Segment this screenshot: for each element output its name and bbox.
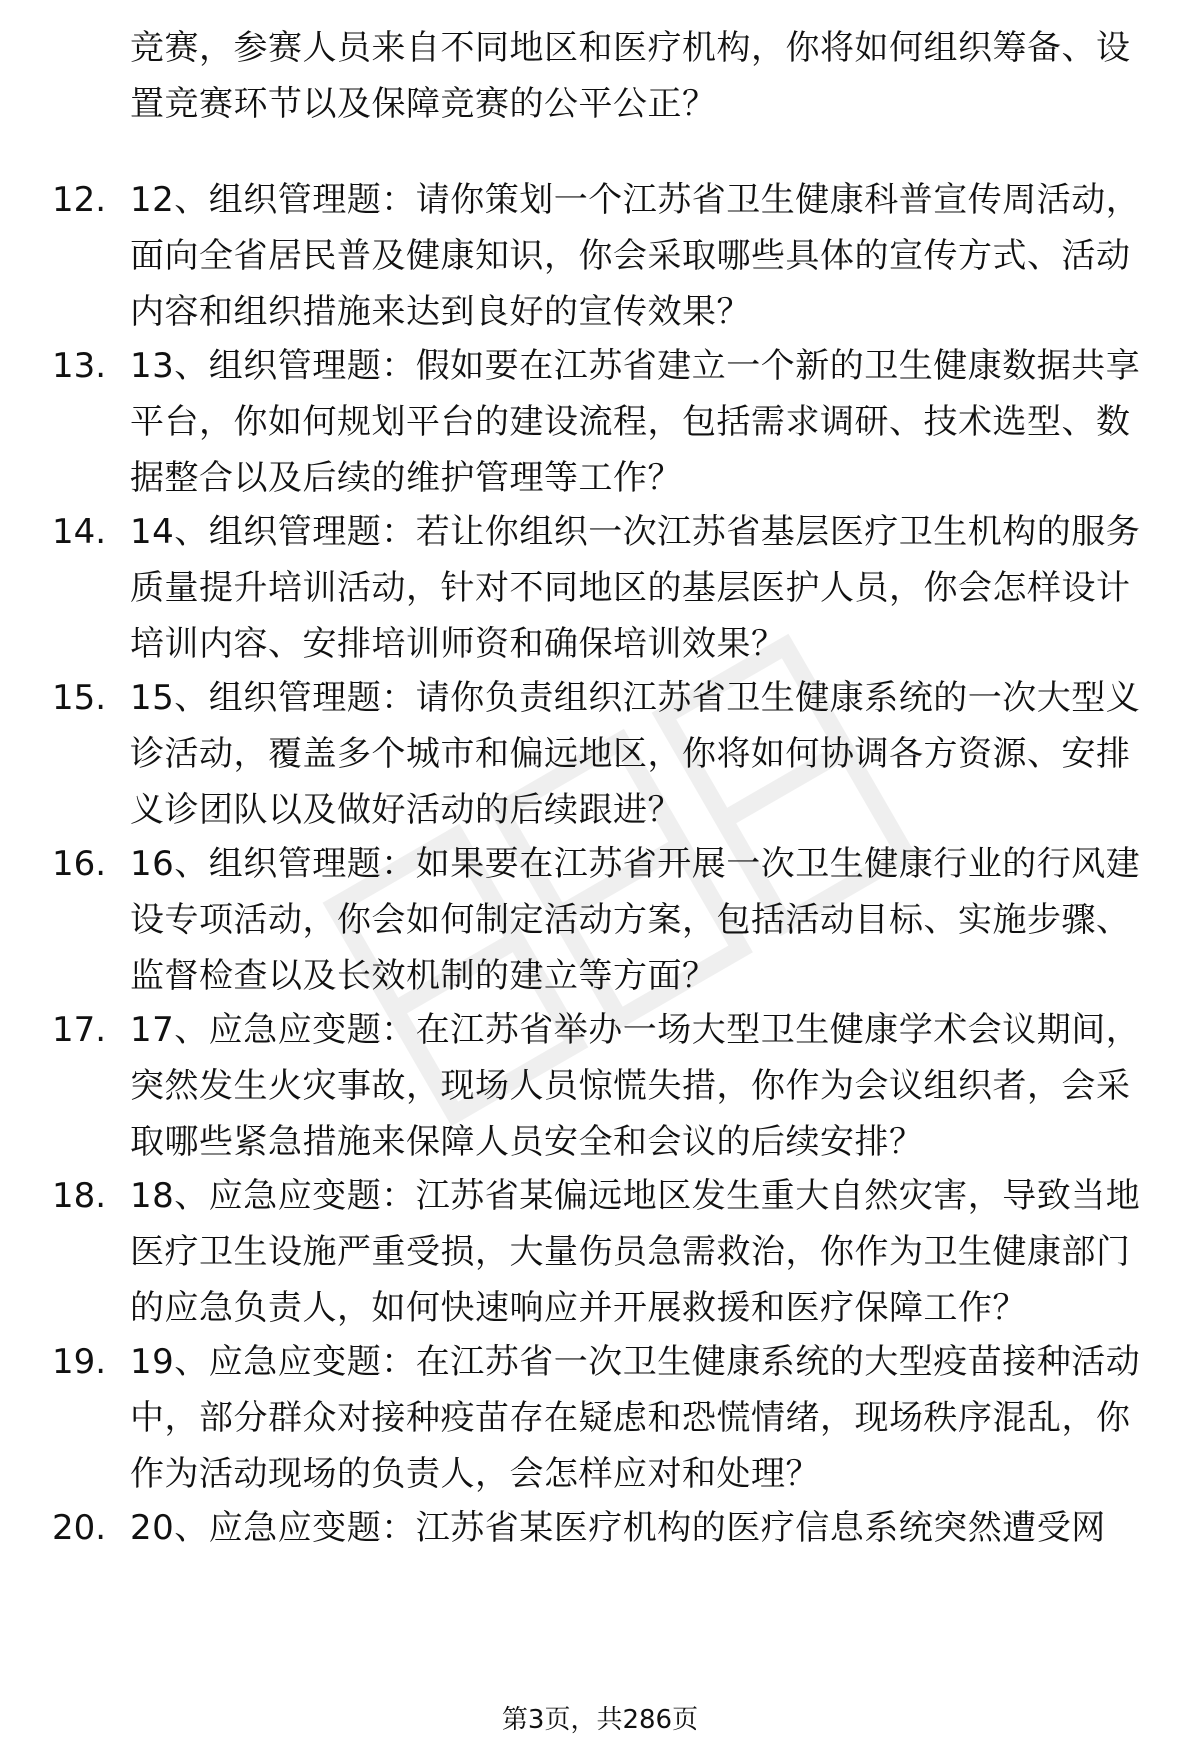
continued-paragraph: 竞赛，参赛人员来自不同地区和医疗机构，你将如何组织筹备、设置竞赛环节以及保障竞赛的公平公正？ bbox=[130, 28, 1131, 124]
list-item-text: 15、组织管理题：请你负责组织江苏省卫生健康系统的一次大型义诊活动，覆盖多个城市和偏远地区，你将如何协调各方资源、安排义诊团队以及做好活动的后续跟进？ bbox=[130, 678, 1141, 830]
list-item-text: 17、应急应变题：在江苏省举办一场大型卫生健康学术会议期间，突然发生火灾事故，现场人员惊慌失措，你作为会议组织者，会采取哪些紧急措施来保障人员安全和会议的后续安排？ bbox=[130, 1010, 1141, 1162]
list-item-text: 16、组织管理题：如果要在江苏省开展一次卫生健康行业的行风建设专项活动，你会如何制定活动方案，包括活动目标、实施步骤、监督检查以及长效机制的建立等方面？ bbox=[130, 844, 1141, 996]
list-item-text: 20、应急应变题：江苏省某医疗机构的医疗信息系统突然遭受网 bbox=[130, 1508, 1106, 1548]
list-item-number: 13. bbox=[52, 346, 107, 386]
list-item-text: 13、组织管理题：假如要在江苏省建立一个新的卫生健康数据共享平台，你如何规划平台的建设流程，包括需求调研、技术选型、数据整合以及后续的维护管理等工作？ bbox=[130, 346, 1141, 498]
list-item-number: 19. bbox=[52, 1342, 107, 1382]
list-item-text: 12、组织管理题：请你策划一个江苏省卫生健康科普宣传周活动，面向全省居民普及健康知识，你会采取哪些具体的宣传方式、活动内容和组织措施来达到良好的宣传效果？ bbox=[130, 180, 1141, 332]
page-number-footer: 第3页，共286页 bbox=[501, 1705, 699, 1735]
list-item-number: 16. bbox=[52, 844, 107, 884]
list-item-text: 18、应急应变题：江苏省某偏远地区发生重大自然灾害，导致当地医疗卫生设施严重受损，大量伤员急需救治，你作为卫生健康部门的应急负责人，如何快速响应并开展救援和医疗保障工作？ bbox=[130, 1176, 1141, 1328]
list-item-text: 19、应急应变题：在江苏省一次卫生健康系统的大型疫苗接种活动中，部分群众对接种疫苗存在疑虑和恐慌情绪，现场秩序混乱，你作为活动现场的负责人，会怎样应对和处理？ bbox=[130, 1342, 1141, 1494]
list-item-number: 18. bbox=[52, 1176, 107, 1216]
list-item-number: 12. bbox=[52, 180, 107, 220]
list-item-text: 14、组织管理题：若让你组织一次江苏省基层医疗卫生机构的服务质量提升培训活动，针对不同地区的基层医护人员，你会怎样设计培训内容、安排培训师资和确保培训效果？ bbox=[130, 512, 1141, 664]
list-item-number: 15. bbox=[52, 678, 107, 718]
list-item-number: 14. bbox=[52, 512, 107, 552]
list-item-number: 17. bbox=[52, 1010, 107, 1050]
list-item-number: 20. bbox=[52, 1508, 107, 1548]
